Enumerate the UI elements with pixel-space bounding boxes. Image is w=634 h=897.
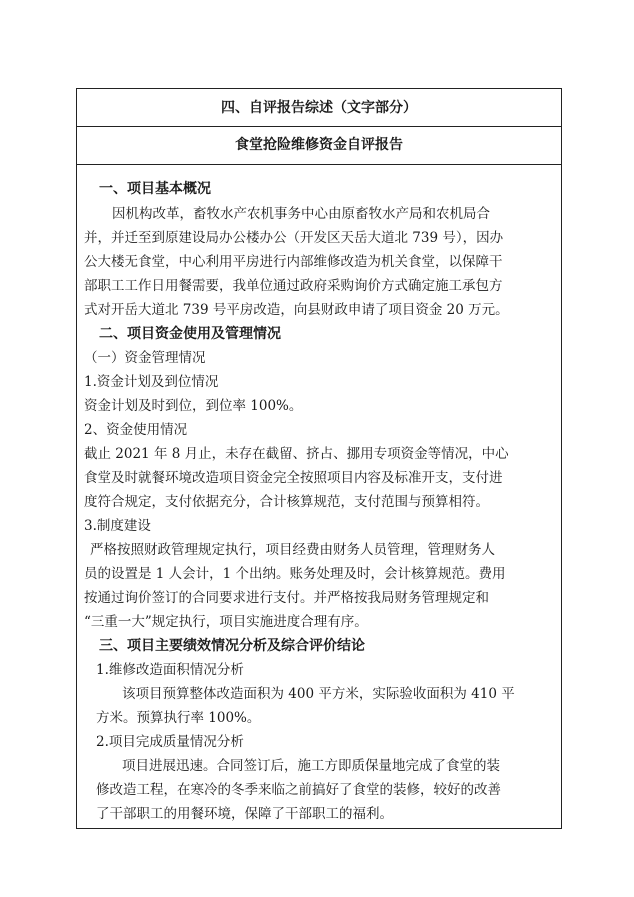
heading-fund-management: 二、项目资金使用及管理情况	[99, 326, 281, 342]
paragraph-line: 资金计划及时到位，到位率 100%。	[84, 398, 303, 414]
paragraph-line: 项目进展迅速。合同签订后，施工方即质保量地完成了食堂的装	[122, 758, 500, 774]
paragraph-line: 了干部职工的用餐环境，保障了干部职工的福利。	[96, 806, 393, 822]
row-divider	[76, 164, 562, 165]
subheading: （一）资金管理情况	[84, 350, 206, 366]
paragraph-line: 严格按照财政管理规定执行，项目经费由财务人员管理，管理财务人	[90, 542, 495, 558]
item-title: 1.资金计划及到位情况	[84, 374, 219, 390]
paragraph-line: 按通过询价签订的合同要求进行支付。并严格按我局财务管理规定和	[84, 590, 489, 606]
paragraph-line: 并，并迁至到原建设局办公楼办公（开发区天岳大道北 739 号），因办	[84, 230, 504, 246]
report-title: 食堂抢险维修资金自评报告	[235, 137, 403, 153]
paragraph-line: 员的设置是 1 人会计，1 个出纳。账务处理及时，会计核算规范。费用	[84, 566, 506, 582]
paragraph-line: 该项目预算整体改造面积为 400 平方米，实际验收面积为 410 平	[122, 686, 515, 702]
heading-project-overview: 一、项目基本概况	[99, 181, 211, 197]
paragraph-line: “三重一大”规定执行，项目实施进度合理有序。	[84, 614, 368, 630]
paragraph-line: 修改造工程，在寒冷的冬季来临之前搞好了食堂的装修，较好的改善	[96, 782, 501, 798]
section-title: 四、自评报告综述（文字部分）	[221, 100, 417, 116]
item-title: 2.项目完成质量情况分析	[96, 734, 244, 750]
item-title: 2、资金使用情况	[84, 422, 188, 438]
paragraph-line: 式对开岳大道北 739 号平房改造，向县财政申请了项目资金 20 万元。	[84, 302, 509, 318]
paragraph-line: 度符合规定，支付依据充分，合计核算规范，支付范围与预算相符。	[84, 494, 489, 510]
paragraph-line: 因机构改革，畜牧水产农机事务中心由原畜牧水产局和农机局合	[112, 206, 490, 222]
heading-performance-analysis: 三、项目主要绩效情况分析及综合评价结论	[99, 638, 365, 654]
item-title: 3.制度建设	[84, 518, 151, 534]
paragraph-line: 公大楼无食堂，中心利用平房进行内部维修改造为机关食堂，以保障干	[84, 254, 503, 270]
item-title: 1.维修改造面积情况分析	[96, 662, 244, 678]
paragraph-line: 部职工工作日用餐需要，我单位通过政府采购询价方式确定施工承包方	[84, 278, 503, 294]
paragraph-line: 方米。预算执行率 100%。	[96, 710, 261, 726]
paragraph-line: 截止 2021 年 8 月止，未存在截留、挤占、挪用专项资金等情况，中心	[84, 446, 509, 462]
paragraph-line: 食堂及时就餐环境改造项目资金完全按照项目内容及标准开支，支付进	[84, 470, 503, 486]
row-divider	[76, 126, 562, 127]
